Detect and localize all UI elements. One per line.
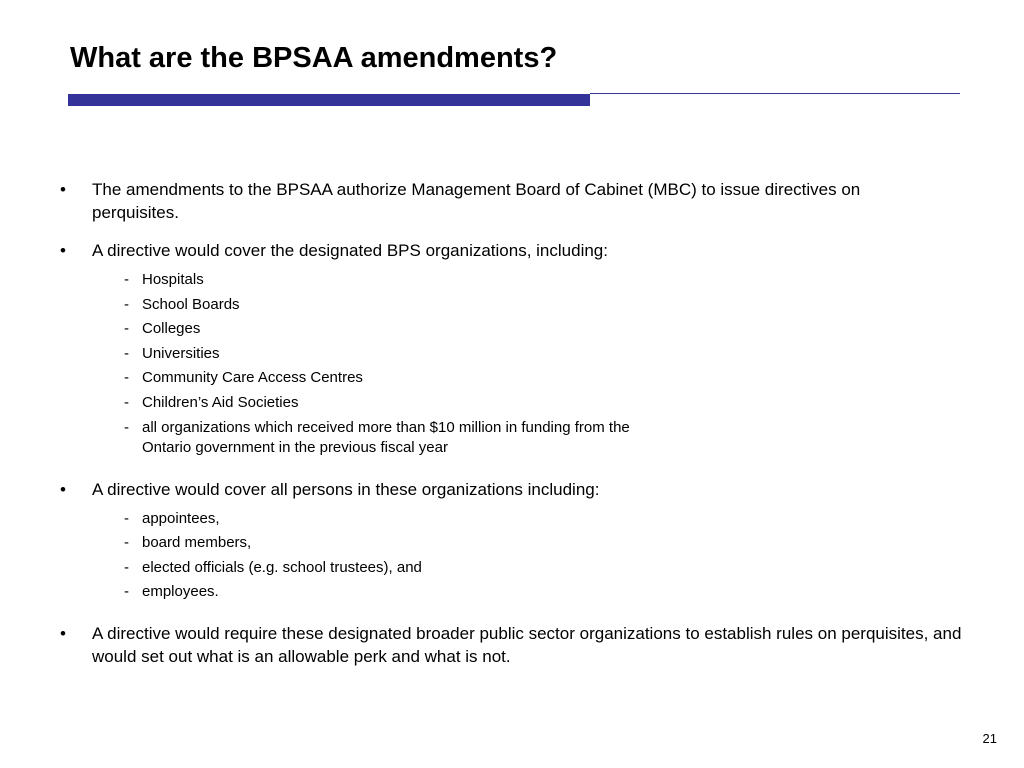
sub-item-text: Universities xyxy=(142,344,220,362)
sub-item xyxy=(124,509,960,529)
slide-content xyxy=(60,178,960,668)
sub-item xyxy=(124,319,960,339)
sub-item-text: School Boards xyxy=(142,295,240,313)
dash-icon: - xyxy=(124,418,129,436)
sub-item-text: elected officials (e.g. school trustees), and xyxy=(142,558,422,576)
page-number: 21 xyxy=(982,731,997,746)
bullet-item xyxy=(60,478,960,501)
bullet-item xyxy=(60,239,960,262)
dash-icon: - xyxy=(124,295,129,313)
bullet-item xyxy=(60,622,982,668)
bullet-item xyxy=(60,178,912,224)
sub-item xyxy=(124,582,960,602)
sub-item xyxy=(124,533,960,553)
dash-icon: - xyxy=(124,583,129,601)
sub-item-text: Children’s Aid Societies xyxy=(142,393,299,411)
dash-icon: - xyxy=(124,271,129,288)
title-underline-thin xyxy=(590,93,960,94)
bullet-icon: • xyxy=(60,479,66,499)
dash-icon: - xyxy=(124,344,129,362)
dash-icon: - xyxy=(124,369,129,387)
sub-item-text: Community Care Access Centres xyxy=(142,369,363,387)
bullet-icon: • xyxy=(60,624,66,644)
sub-item xyxy=(124,558,960,578)
sub-item xyxy=(124,344,960,364)
sub-item xyxy=(124,393,960,413)
bullet-icon: • xyxy=(60,180,66,199)
sub-item-text: Hospitals xyxy=(142,271,204,288)
bullet-text: A directive would require these designated broader public sector organizations to establish rules on perquisites, and would set out what is an allowable perk and what is not. xyxy=(92,624,962,667)
bullet-text: The amendments to the BPSAA authorize Management Board of Cabinet (MBC) to issue directives on perquisites. xyxy=(92,180,861,222)
dash-icon: - xyxy=(124,509,129,527)
sub-item xyxy=(124,270,960,290)
dash-icon: - xyxy=(124,320,129,338)
bullet-text: A directive would cover all persons in these organizations including: xyxy=(92,479,600,499)
dash-icon: - xyxy=(124,393,129,411)
sub-list-persons xyxy=(60,509,960,603)
sub-list-organizations xyxy=(60,270,960,458)
sub-item xyxy=(124,418,642,458)
sub-item-text: Colleges xyxy=(142,320,201,338)
bullet-text: A directive would cover the designated BPS organizations, including: xyxy=(92,241,608,260)
sub-item xyxy=(124,295,960,315)
bullet-icon: • xyxy=(60,241,66,260)
sub-item-text: employees. xyxy=(142,583,219,601)
slide-title: What are the BPSAA amendments? xyxy=(70,42,558,74)
dash-icon: - xyxy=(124,558,129,576)
sub-item xyxy=(124,368,960,388)
sub-item-text: appointees, xyxy=(142,509,220,527)
sub-item-text: board members, xyxy=(142,534,252,552)
title-underline-thick xyxy=(68,94,590,106)
dash-icon: - xyxy=(124,534,129,552)
sub-item-text: all organizations which received more than $10 million in funding from the Ontario government in the previous fiscal year xyxy=(142,418,630,456)
